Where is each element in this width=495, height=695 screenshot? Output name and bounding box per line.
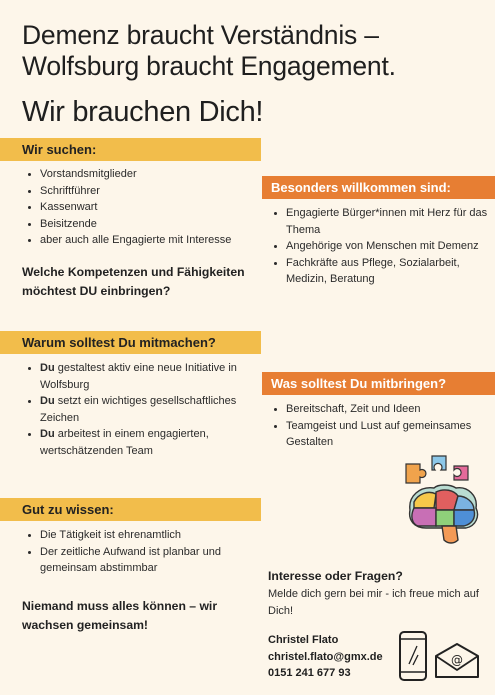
contact-question: Interesse oder Fragen? <box>268 569 403 583</box>
list-item <box>40 393 265 426</box>
bring-banner: Was solltest Du mitbringen? <box>262 372 495 395</box>
you-word: Du <box>40 428 55 440</box>
list-item: • Fachkräfte aus Pflege, Sozialarbeit, Medizin, Beratung <box>286 255 495 288</box>
good-to-know-list <box>22 527 270 577</box>
headline <box>22 20 482 82</box>
contact-email[interactable]: christel.flato@gmx.de <box>268 650 383 663</box>
why-banner: Warum solltest Du mitmachen? <box>0 331 261 354</box>
headline-line-2: Wolfsburg braucht Engagement. <box>22 51 396 81</box>
welcome-banner: Besonders willkommen sind: <box>262 176 495 199</box>
list-item <box>40 360 265 393</box>
brain-puzzle-icon <box>398 452 484 552</box>
welcome-list <box>268 205 495 288</box>
list-item <box>40 426 265 459</box>
list-item: • Vorstandsmitglieder <box>40 166 280 183</box>
you-word: Du <box>40 395 55 407</box>
skills-question: Welche Kompetenzen und Fähigkeiten möchtest DU einbringen? <box>22 265 245 298</box>
list-item: • Teamgeist und Lust auf gemeinsames Gestalten <box>286 418 495 451</box>
list-item: • Beisitzende <box>40 216 280 233</box>
list-item: • Schriftführer <box>40 183 280 200</box>
good-to-know-banner: Gut zu wissen: <box>0 498 261 521</box>
contact-text: Melde dich gern bei mir - ich freue mich auf Dich! <box>268 588 479 617</box>
seeking-banner: Wir suchen: <box>0 138 261 161</box>
headline-call: Wir brauchen Dich! <box>22 96 264 128</box>
list-item: • Die Tätigkeit ist ehrenamtlich <box>40 527 270 544</box>
why-list <box>22 360 265 459</box>
list-item: • Bereitschaft, Zeit und Ideen <box>286 401 495 418</box>
motto: Niemand muss alles können – wir wachsen gemeinsam! <box>22 599 218 632</box>
bring-list <box>268 401 495 451</box>
contact-name: Christel Flato <box>268 634 339 646</box>
list-item: • Der zeitliche Aufwand ist planbar und gemeinsam abstimmbar <box>40 544 270 577</box>
list-item: • aber auch alle Engagierte mit Interesse <box>40 232 280 249</box>
list-item: • Angehörige von Menschen mit Demenz <box>286 238 495 255</box>
item-text: arbeitest in einem engagierten, wertschätzenden Team <box>40 428 209 457</box>
you-word: Du <box>40 362 55 374</box>
seeking-list <box>22 166 280 249</box>
item-text: setzt ein wichtiges gesellschaftliches Zeichen <box>40 395 237 424</box>
list-item: • Engagierte Bürger*innen mit Herz für das Thema <box>286 205 495 238</box>
list-item: • Kassenwart <box>40 199 280 216</box>
headline-line-1: Demenz braucht Verständnis – <box>22 20 379 50</box>
svg-text:@: @ <box>451 653 463 667</box>
contact-details <box>268 632 383 682</box>
phone-icon <box>398 630 428 682</box>
envelope-icon <box>433 642 481 680</box>
item-text: gestaltest aktiv eine neue Initiative in Wolfsburg <box>40 362 237 391</box>
contact-phone[interactable]: 0151 241 677 93 <box>268 667 351 679</box>
